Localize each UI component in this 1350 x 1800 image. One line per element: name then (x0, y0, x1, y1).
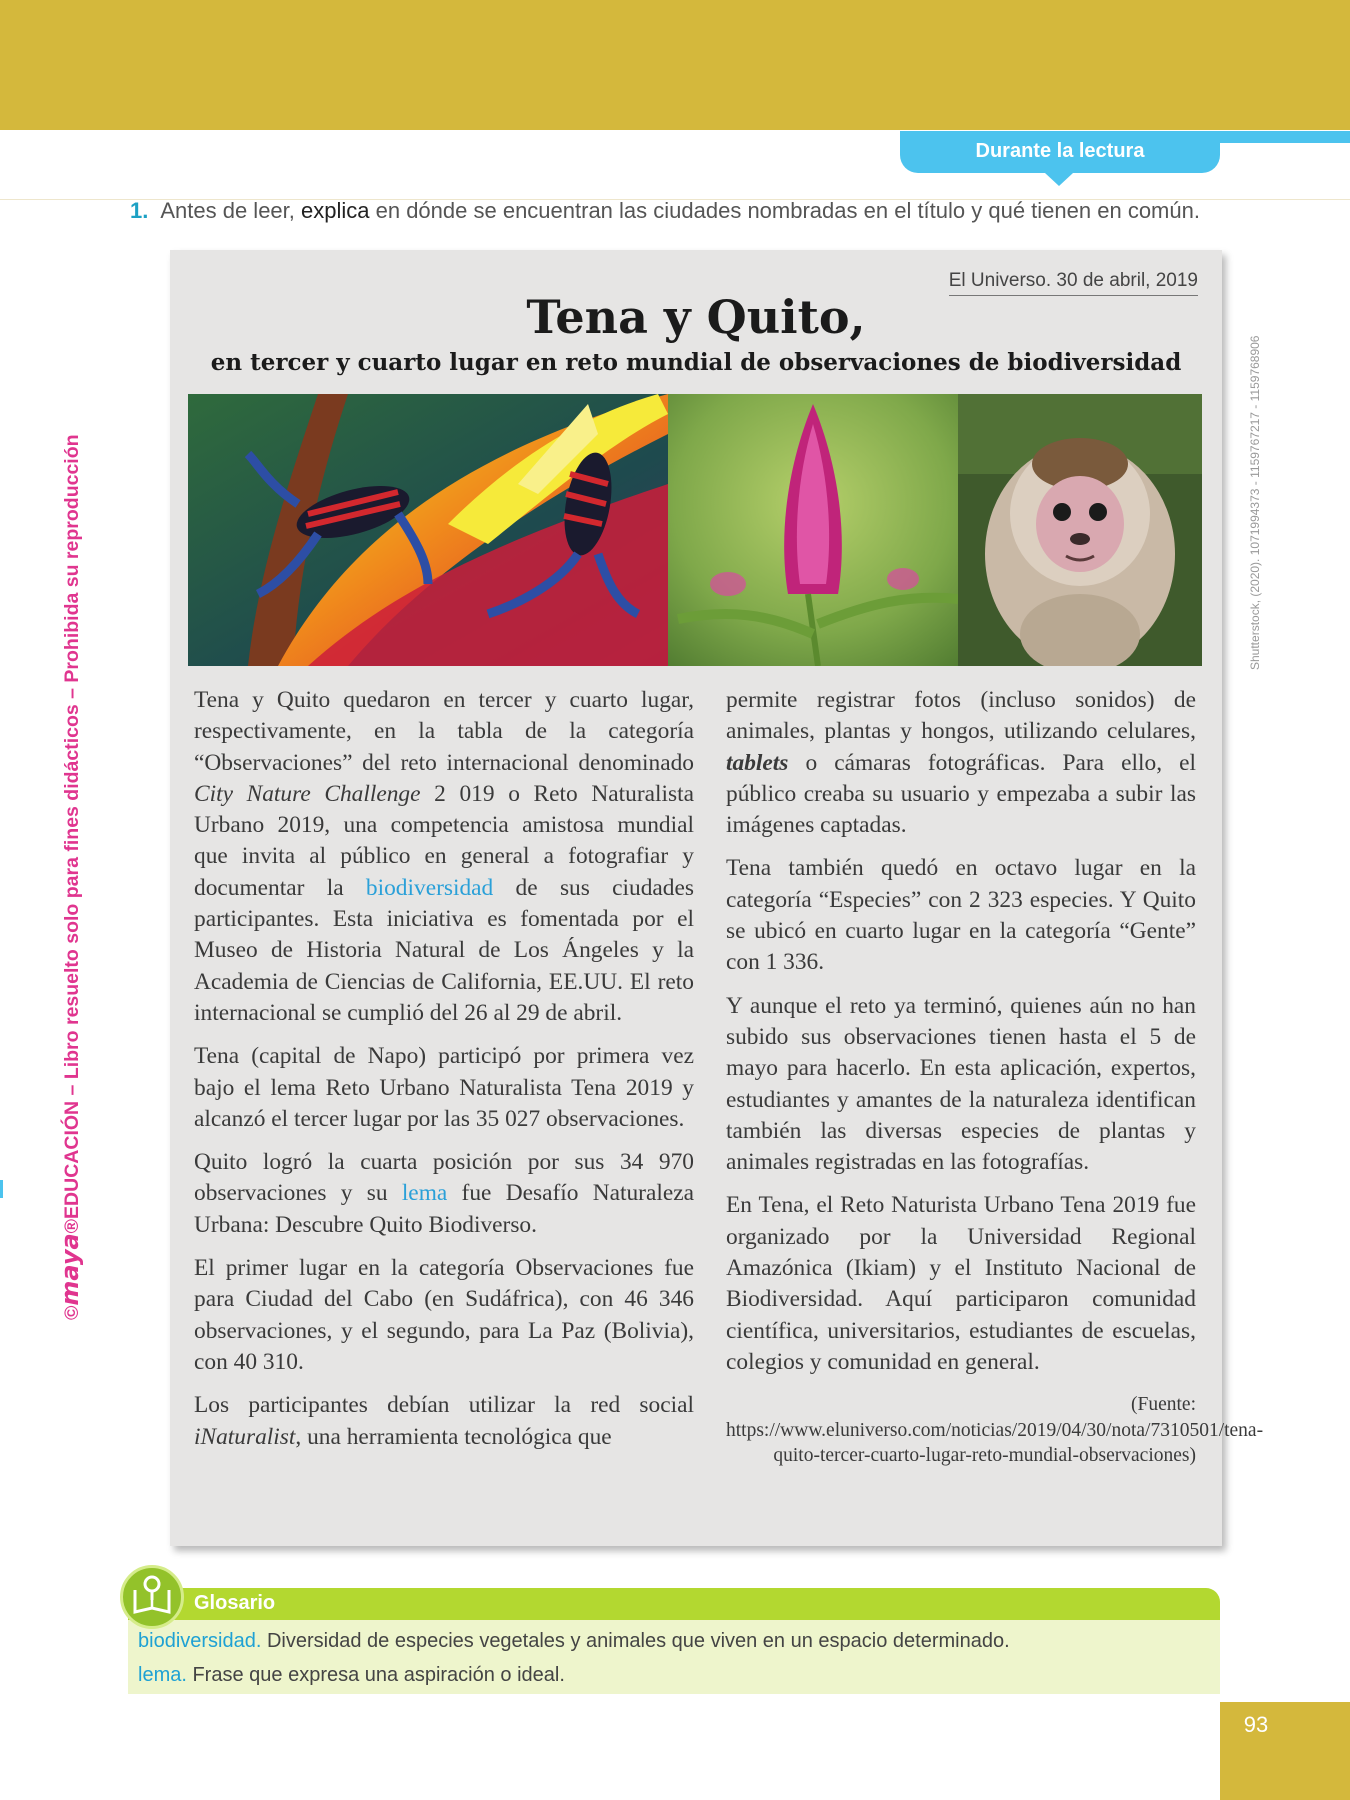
glossary-term: biodiversidad. (138, 1630, 262, 1652)
photo-credit: Shutterstock, (2020). 1071994373 - 1159767217 - 1159768906 (1248, 335, 1262, 670)
section-tab (900, 131, 1220, 173)
question-keyword: explica (301, 198, 370, 223)
publisher-credit (56, 434, 84, 1320)
publisher-brand: maya (56, 1233, 84, 1306)
article-title: Tena y Quito, (526, 290, 866, 344)
article-paragraph: Tena (capital de Napo) participó por primera vez bajo el lema Reto Urbano Naturalista Tena 2019 y alcanzó el tercer lugar por las 35 027 observaciones. (194, 1043, 694, 1132)
article-paragraph: Tena también quedó en octavo lugar en la categoría “Especies” con 2 323 especies. Y Quito se ubicó en cuarto lugar en la categoría “Gente” con 1 336. (726, 855, 1196, 976)
photo-capuchin-monkey (958, 394, 1202, 666)
glossary-title: Glosario (194, 1592, 276, 1614)
italic-text: iNaturalist (194, 1423, 296, 1450)
glossary-link-lema[interactable]: lema (401, 1180, 448, 1207)
section-tab-extension (1210, 131, 1350, 143)
photo-poison-frogs (188, 394, 668, 666)
article-paragraph (194, 1390, 694, 1453)
glossary-entry (138, 1630, 1010, 1653)
italic-text: City Nature Challenge (194, 780, 421, 807)
photo-strip (188, 394, 1202, 666)
italic-text: tablets (726, 749, 789, 776)
article-column-left (194, 685, 694, 1465)
text-run: 2 019 o Reto Naturalista Urbano 2019, una competencia amistosa mundial que invita al público en general a fotografiar y documentar la (194, 780, 694, 901)
article-paragraph (194, 1147, 694, 1241)
question-text-after: en dónde se encuentran las ciudades nombradas en el título y qué tienen en común. (369, 198, 1200, 223)
text-run: Quito logró la cuarta posición por sus 34 970 observaciones y su (194, 1149, 694, 1207)
glossary-definition: Frase que expresa una aspiración o ideal. (186, 1664, 565, 1686)
photo-celosia-flower (668, 394, 958, 666)
article-subtitle: en tercer y cuarto lugar en reto mundial de observaciones de biodiversidad (210, 349, 1182, 376)
page-number: 93 (1243, 1712, 1269, 1737)
glossary-term: lema. (138, 1664, 187, 1686)
top-color-band (0, 0, 1350, 130)
article-source-date: El Universo. 30 de abril, 2019 (949, 270, 1198, 296)
article-paragraph: Y aunque el reto ya terminó, quienes aún no han subido sus observaciones tienen hasta el 5 de mayo para hacerlo. En esta aplicación, expertos, estudiantes y amantes de la naturaleza identifican también las diversas especies de plantas y animales registradas en las fotografías. (726, 992, 1196, 1176)
text-run: de sus ciudades participantes. Esta iniciativa es fomentada por el Museo de Historia Natural de Los Ángeles y la Academia de Ciencias de California, EE.UU. El reto internacional se cumplió del 26 al 29 de abril. (194, 874, 694, 1026)
question-number: 1. (130, 198, 149, 223)
text-run: Los participantes debían utilizar la red social (194, 1392, 694, 1419)
text-run: fue Desafío Naturaleza Urbana: Descubre Quito Biodiverso. (194, 1180, 694, 1238)
text-run: o cámaras fotográficas. Para ello, el público creaba su usuario y empezaba a subir las imágenes captadas. (726, 749, 1196, 839)
question-1 (130, 198, 1330, 224)
section-tab-pointer (1045, 173, 1073, 186)
margin-marker (0, 1180, 3, 1198)
glossary-entry (138, 1664, 565, 1687)
article-paragraph: En Tena, el Reto Naturista Urbano Tena 2019 fue organizado por la Universidad Regional Amazónica (Ikiam) y el Instituto Nacional de Biodiversidad. Aquí participaron comunidad científica, universitarios, estudiantes de escuelas, colegios y comunidad en general. (726, 1192, 1196, 1375)
article-paragraph (194, 685, 694, 1029)
text-run: , una herramienta tecnológica que (295, 1423, 612, 1450)
article-column-right (726, 685, 1264, 1481)
text-run: permite registrar fotos (incluso sonidos) de animales, plantas y hongos, utilizando celulares, (726, 687, 1196, 745)
book-icon (120, 1565, 184, 1629)
article-source-reference: (Fuente: https://www.eluniverso.com/noticias/2019/04/30/nota/7310501/tena-quito-tercer-cuarto-lugar-reto-mundial-observaciones) (726, 1394, 1264, 1467)
question-text-before: Antes de leer, (160, 198, 302, 223)
article-paragraph: El primer lugar en la categoría Observaciones fue para Ciudad del Cabo (en Sudáfrica), con 46 346 observaciones, y el segundo, para La Paz (Bolivia), con 40 310. (194, 1255, 694, 1375)
glossary-definition: Diversidad de especies vegetales y animales que viven en un espacio determinado. (261, 1630, 1010, 1652)
glossary-header (128, 1588, 1220, 1620)
copyright-symbol: © (61, 1305, 83, 1320)
text-run: Tena y Quito quedaron en tercer y cuarto lugar, respectivamente, en la tabla de la categoría “Observaciones” del reto internacional denominado (194, 687, 694, 776)
article-paragraph (726, 685, 1196, 841)
section-tab-label: Durante la lectura (975, 140, 1145, 162)
glossary-link-biodiversidad[interactable]: biodiversidad (365, 874, 494, 901)
publisher-credit-text: ®EDUCACIÓN – Libro resuelto solo para fines didácticos – Prohibida su reproducción (61, 434, 83, 1234)
